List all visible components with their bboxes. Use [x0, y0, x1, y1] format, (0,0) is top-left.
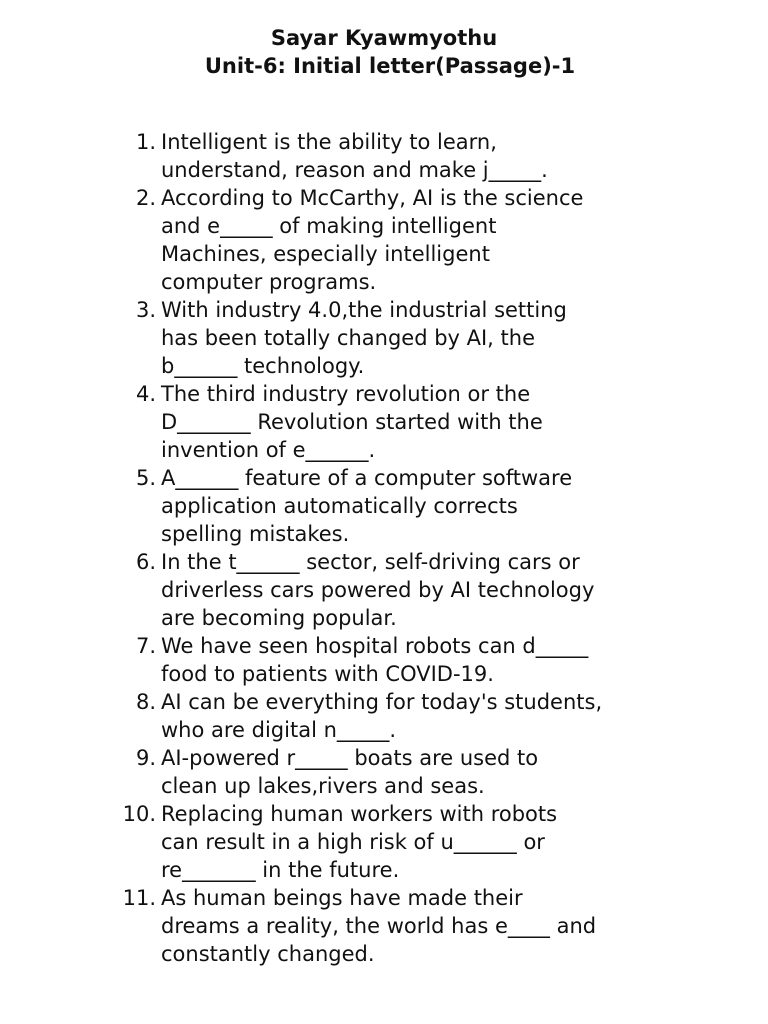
question-item: [0, 884, 768, 968]
question-item: [0, 380, 768, 464]
question-number: 5.: [135, 466, 156, 490]
question-text-line: D_______ Revolution started with the: [161, 410, 543, 434]
question-number: 1.: [135, 130, 156, 154]
page-title: Unit-6: Initial letter(Passage)-1: [204, 54, 576, 78]
question-text-line: Intelligent is the ability to learn,: [161, 130, 497, 154]
question-number: 8.: [135, 690, 156, 714]
question-text-line: who are digital n_____.: [161, 718, 397, 742]
question-text-line: re_______ in the future.: [161, 858, 400, 882]
question-text-line: According to McCarthy, AI is the science: [161, 186, 584, 210]
question-text-line: The third industry revolution or the: [161, 382, 531, 406]
question-number: 7.: [135, 634, 156, 658]
question-text-line: clean up lakes,rivers and seas.: [161, 774, 485, 798]
question-text-line: are becoming popular.: [161, 606, 397, 630]
question-number: 9.: [135, 746, 156, 770]
question-item: [0, 128, 768, 184]
question-item: [0, 800, 768, 884]
question-item: [0, 688, 768, 744]
question-text: [161, 128, 768, 184]
question-text-line: With industry 4.0,the industrial setting: [161, 298, 567, 322]
question-text: [161, 464, 768, 548]
author-name: Sayar Kyawmyothu: [270, 26, 498, 50]
question-text-line: understand, reason and make j_____.: [161, 158, 548, 182]
question-text: [161, 632, 768, 688]
question-text-line: AI-powered r_____ boats are used to: [161, 746, 539, 770]
question-text-line: spelling mistakes.: [161, 522, 350, 546]
question-item: [0, 548, 768, 632]
question-text: [161, 548, 768, 632]
question-text-line: has been totally changed by AI, the: [161, 326, 536, 350]
question-text-line: can result in a high risk of u______ or: [161, 830, 545, 854]
question-item: [0, 464, 768, 548]
question-text: [161, 184, 768, 296]
question-text: [161, 688, 768, 744]
question-text-line: In the t______ sector, self-driving cars or: [161, 550, 580, 574]
question-text: [161, 380, 768, 464]
question-item: [0, 632, 768, 688]
question-number: 2.: [135, 186, 156, 210]
question-number: 6.: [135, 550, 156, 574]
question-text: [161, 800, 768, 884]
question-text-line: invention of e______.: [161, 438, 376, 462]
question-text-line: dreams a reality, the world has e____ and: [161, 914, 597, 938]
question-text-line: Machines, especially intelligent: [161, 242, 490, 266]
question-number: 10.: [122, 802, 156, 826]
question-item: [0, 184, 768, 296]
question-text-line: We have seen hospital robots can d_____: [161, 634, 589, 658]
question-text-line: constantly changed.: [161, 942, 375, 966]
question-text-line: Replacing human workers with robots: [161, 802, 558, 826]
question-text-line: computer programs.: [161, 270, 377, 294]
question-text: [161, 884, 768, 968]
question-number: 3.: [135, 298, 156, 322]
question-number: 4.: [135, 382, 156, 406]
question-text: [161, 296, 768, 380]
question-list: [0, 128, 768, 968]
question-text-line: AI can be everything for today's students,: [161, 690, 603, 714]
question-text-line: As human beings have made their: [161, 886, 523, 910]
question-item: [0, 296, 768, 380]
question-text-line: application automatically corrects: [161, 494, 518, 518]
question-text-line: A______ feature of a computer software: [161, 466, 573, 490]
document-header: [0, 24, 768, 80]
question-text-line: food to patients with COVID-19.: [161, 662, 494, 686]
question-text-line: and e_____ of making intelligent: [161, 214, 497, 238]
question-item: [0, 744, 768, 800]
question-text: [161, 744, 768, 800]
question-number: 11.: [122, 886, 156, 910]
question-text-line: b______ technology.: [161, 354, 365, 378]
question-text-line: driverless cars powered by AI technology: [161, 578, 595, 602]
